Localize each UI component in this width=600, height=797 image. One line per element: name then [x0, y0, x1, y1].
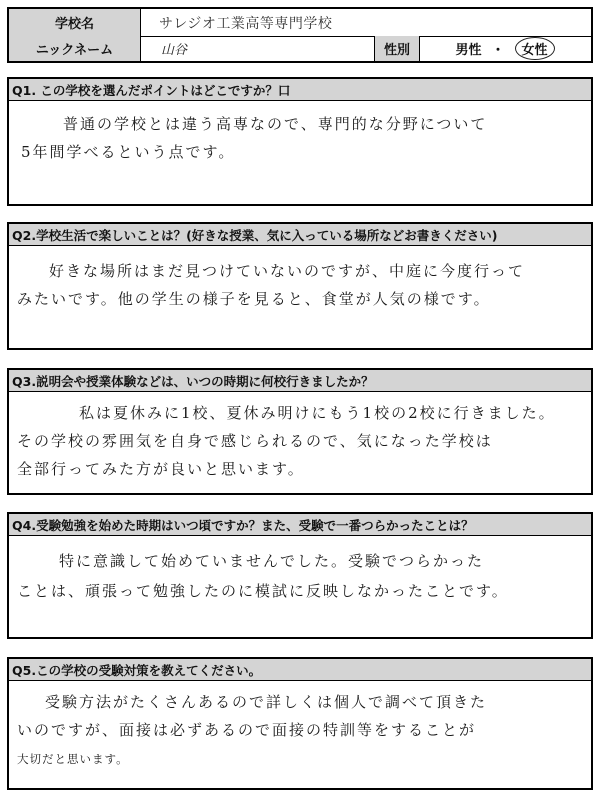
answer-area: [9, 246, 591, 348]
answer-line: 大切だと思います。: [17, 752, 129, 766]
answer-line: 5年間学べるという点です。: [21, 143, 236, 161]
answer-line: 受験方法がたくさんあるので詳しくは個人で調べて頂きた: [45, 693, 488, 711]
question-block-q2: [7, 222, 593, 350]
answer-line: みたいです。他の学生の様子を見ると、食堂が人気の様です。: [17, 290, 491, 308]
gender-option-female: 女性: [515, 37, 555, 60]
answer-line: 好きな場所はまだ見つけていないのですが、中庭に今度行って: [49, 262, 526, 280]
question-title: Q4.受験勉強を始めた時期はいつ頃ですか？また、受験で一番つらかったことは？: [9, 514, 591, 536]
question-block-q5: [7, 657, 593, 790]
answer-line: 普通の学校とは違う高専なので、専門的な分野について: [63, 115, 488, 133]
answer-line: その学校の雰囲気を自身で感じられるので、気になった学校は: [17, 432, 493, 450]
nickname-row: [9, 36, 591, 61]
question-title: Q5.この学校の受験対策を教えてください。: [9, 659, 591, 681]
question-title: Q3.説明会や授業体験などは、いつの時期に何校行きましたか？: [9, 370, 591, 392]
answer-line: いのですが、面接は必ずあるので面接の特訓等をすることが: [17, 721, 477, 739]
gender-option-male: 男性: [455, 43, 482, 58]
answer-area: [9, 681, 591, 788]
school-row: [9, 9, 591, 37]
school-name-value: サレジオ工業高等専門学校: [159, 15, 333, 32]
answer-area: [9, 101, 591, 204]
answer-line: ことは、頑張って勉強したのに模試に反映しなかったことです。: [17, 582, 509, 600]
question-block-q4: [7, 512, 593, 639]
answer-area: [9, 536, 591, 637]
answer-area: [9, 392, 591, 493]
nickname-label: ニックネーム: [9, 36, 141, 61]
question-title: Q2.学校生活で楽しいことは？(好きな授業、気に入っている場所などお書きください): [9, 224, 591, 246]
gender-label: 性別: [374, 36, 420, 61]
answer-line: 私は夏休みに1校、夏休み明けにもう1校の2校に行きました。: [79, 404, 556, 422]
answer-line: 全部行ってみた方が良いと思います。: [17, 460, 305, 478]
question-block-q1: [7, 77, 593, 206]
nickname-value: 山谷: [161, 43, 188, 58]
answer-line: 特に意識して始めていませんでした。受験でつらかった: [59, 552, 485, 570]
question-block-q3: [7, 368, 593, 495]
gender-options: [419, 36, 591, 61]
profile-header-table: [7, 7, 593, 63]
question-title: Q1. この学校を選んだポイントはどこですか？口: [9, 79, 591, 101]
school-name-label: 学校名: [9, 9, 141, 36]
gender-separator: ・: [491, 43, 505, 58]
